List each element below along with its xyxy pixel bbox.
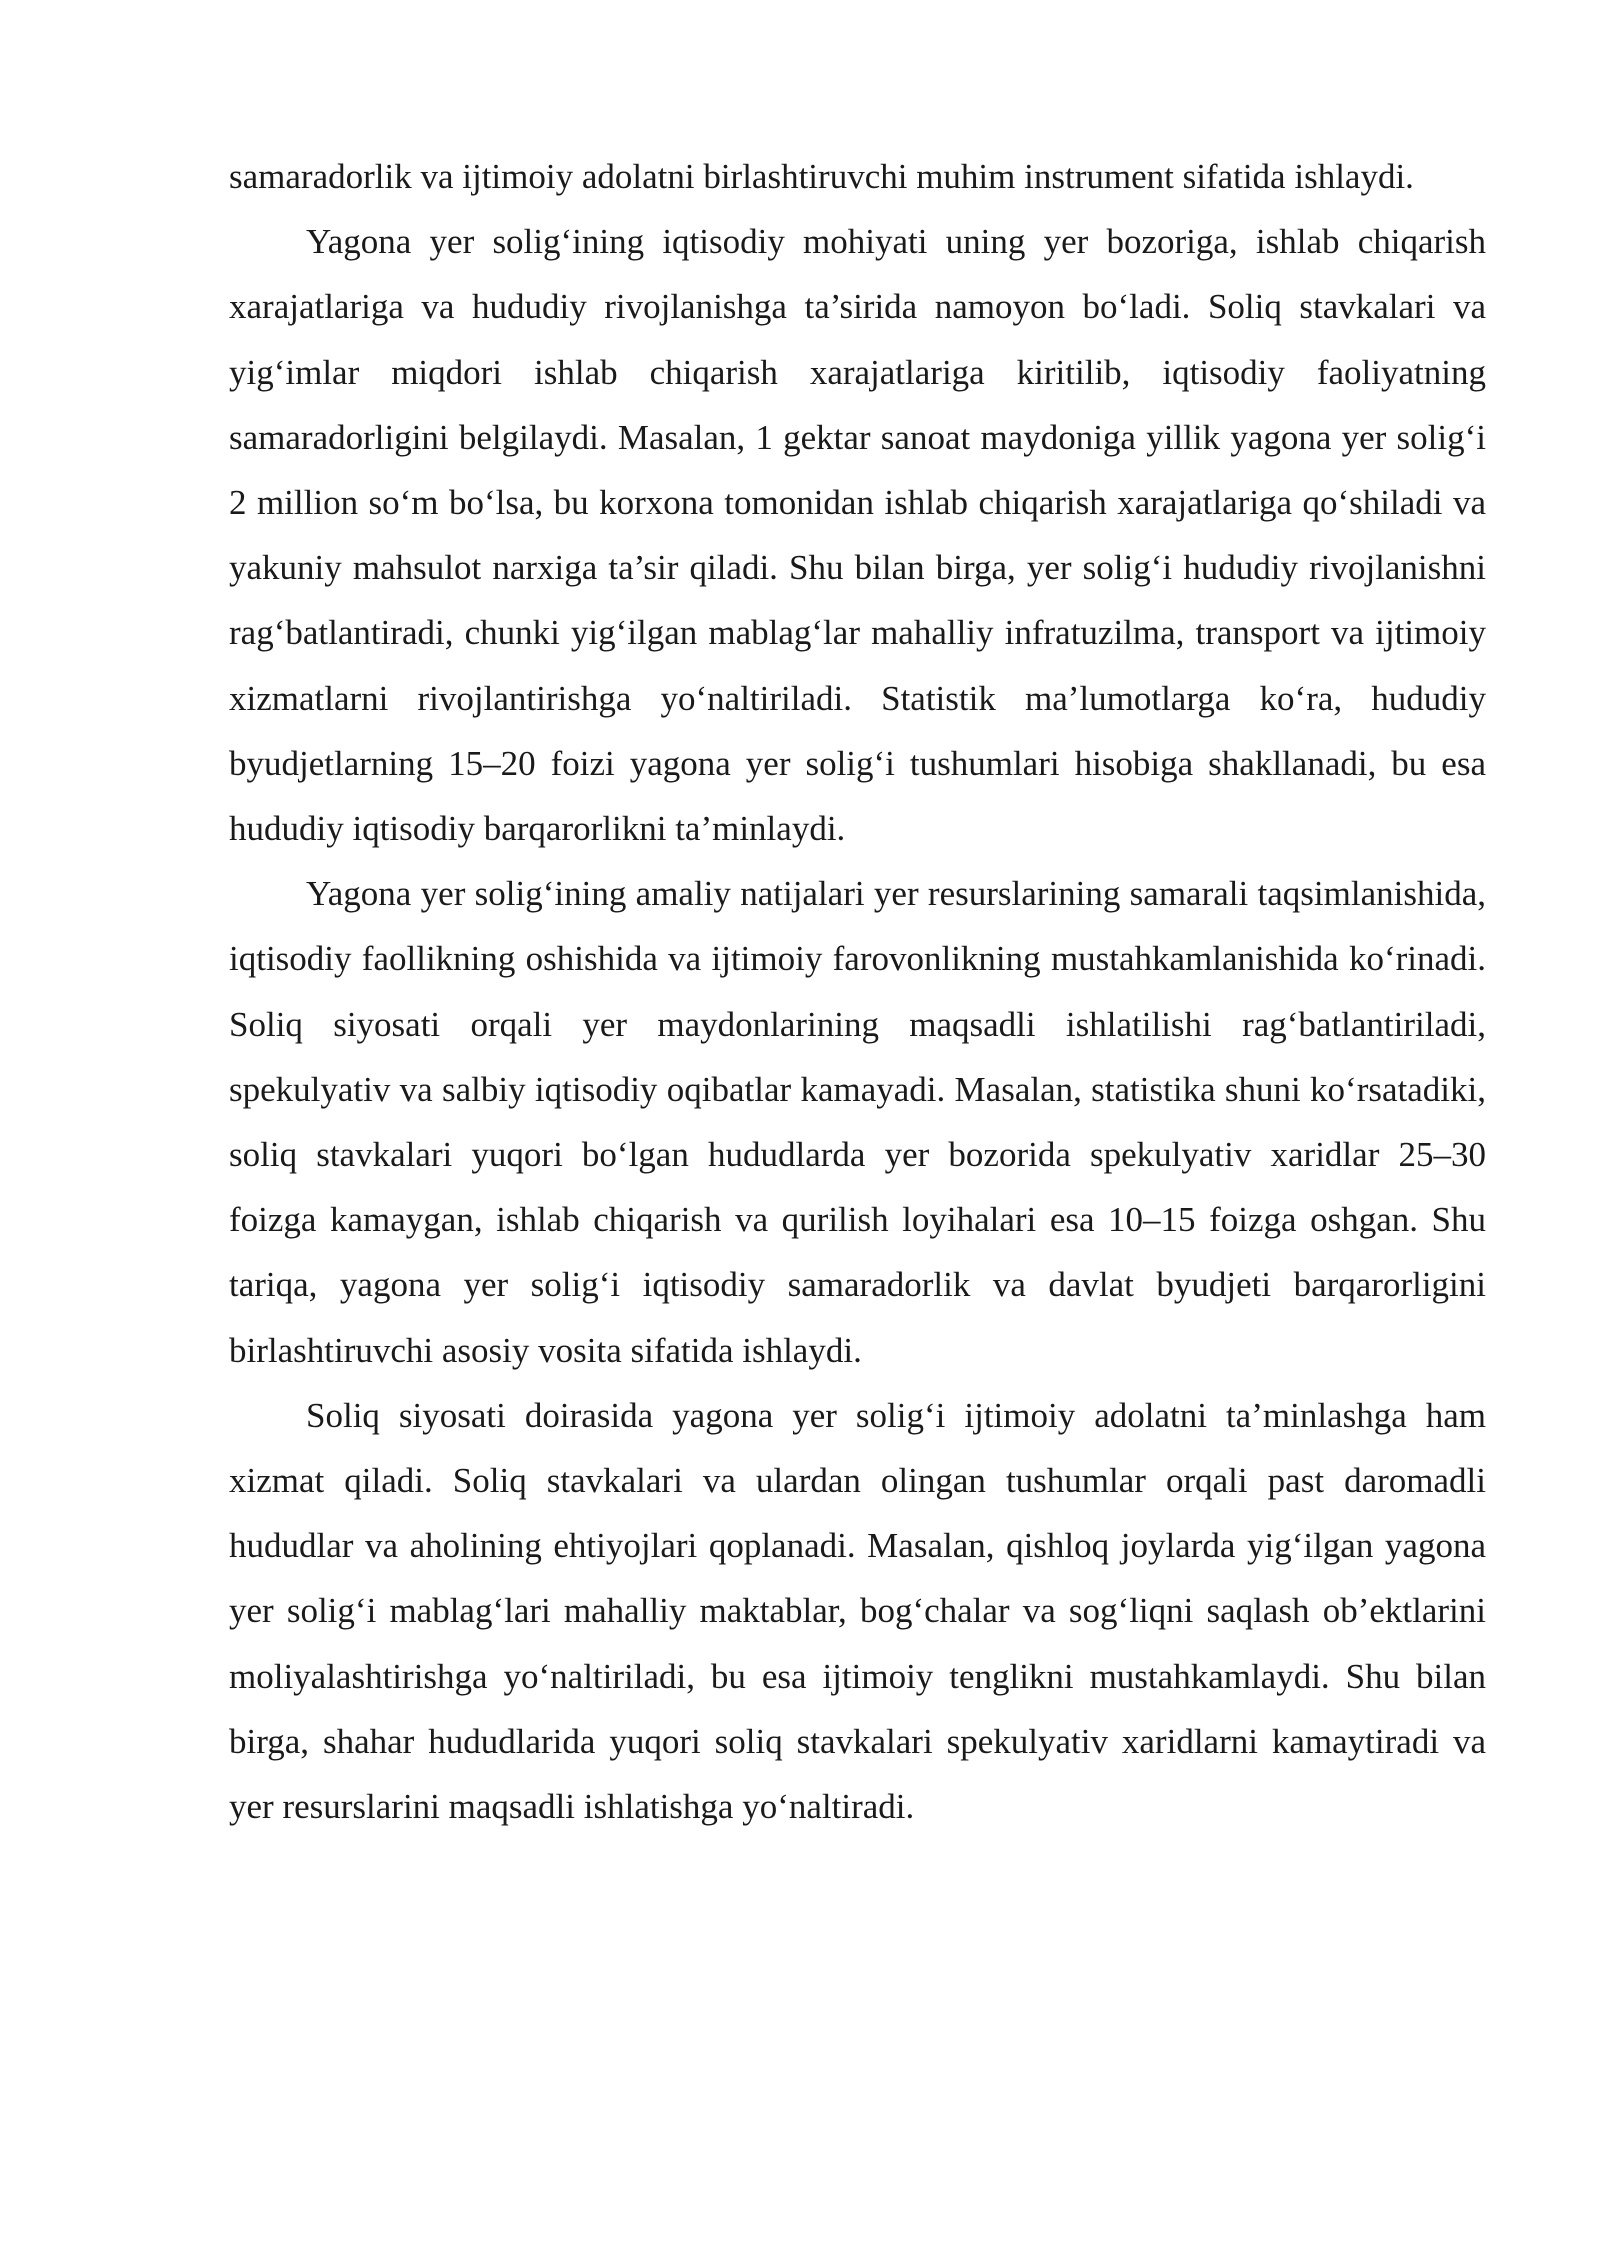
paragraph-practical-results: Yagona yer solig‘ining amaliy natijalari yer resurslarining samarali taqsimlanishida, iqtisodiy faollikning oshishida va ijtimoiy farovonlikning mustahkamlanishida ko‘rinadi. Soliq siyosati orqali yer maydonlarining maqsadli ishlatilishi rag‘batlantiriladi, spekulyativ va salbiy iqtisodiy oqibatlar kamayadi. Masalan, statistika shuni ko‘rsatadiki, soliq stavkalari yuqori bo‘lgan hududlarda yer bozorida spekulyativ xaridlar 25–30 foizga kamaygan, ishlab chiqarish va qurilish loyihalari esa 10–15 foizga oshgan. Shu tariqa, yagona yer solig‘i iqtisodiy samaradorlik va davlat byudjeti barqarorligini birlashtiruvchi asosiy vosita sifatida ishlaydi. [229, 874, 1486, 1370]
paragraph-social-justice: Soliq siyosati doirasida yagona yer solig‘i ijtimoiy adolatni ta’minlashga ham xizmat qiladi. Soliq stavkalari va ulardan olingan tushumlar orqali past daromadli hududlar va aholining ehtiyojlari qoplanadi. Masalan, qishloq joylarda yig‘ilgan yagona yer solig‘i mablag‘lari mahalliy maktablar, bog‘chalar va sog‘liqni saqlash ob’ektlarini moliyalashtirishga yo‘naltiriladi, bu esa ijtimoiy tenglikni mustahkamlaydi. Shu bilan birga, shahar hududlarida yuqori soliq stavkalari spekulyativ xaridlarni kamaytiradi va yer resurslarini maqsadli ishlatishga yo‘naltiradi. [229, 1395, 1486, 1827]
paragraph-continuation: samaradorlik va ijtimoiy adolatni birlashtiruvchi muhim instrument sifatida ishlaydi. [229, 157, 1414, 196]
paragraph-economic-essence: Yagona yer solig‘ining iqtisodiy mohiyati uning yer bozoriga, ishlab chiqarish xarajatlariga va hududiy rivojlanishga ta’sirida namoyon bo‘ladi. Soliq stavkalari va yig‘imlar miqdori ishlab chiqarish xarajatlariga kiritilib, iqtisodiy faoliyatning samaradorligini belgilaydi. Masalan, 1 gektar sanoat maydoniga yillik yagona yer solig‘i 2 million so‘m bo‘lsa, bu korxona tomonidan ishlab chiqarish xarajatlariga qo‘shiladi va yakuniy mahsulot narxiga ta’sir qiladi. Shu bilan birga, yer solig‘i hududiy rivojlanishni rag‘batlantiradi, chunki yig‘ilgan mablag‘lar mahalliy infratuzilma, transport va ijtimoiy xizmatlarni rivojlantirishga yo‘naltiriladi. Statistik ma’lumotlarga ko‘ra, hududiy byudjetlarning 15–20 foizi yagona yer solig‘i tushumlari hisobiga shakllanadi, bu esa hududiy iqtisodiy barqarorlikni ta’minlaydi. [229, 222, 1486, 849]
document-body [229, 144, 1486, 1839]
